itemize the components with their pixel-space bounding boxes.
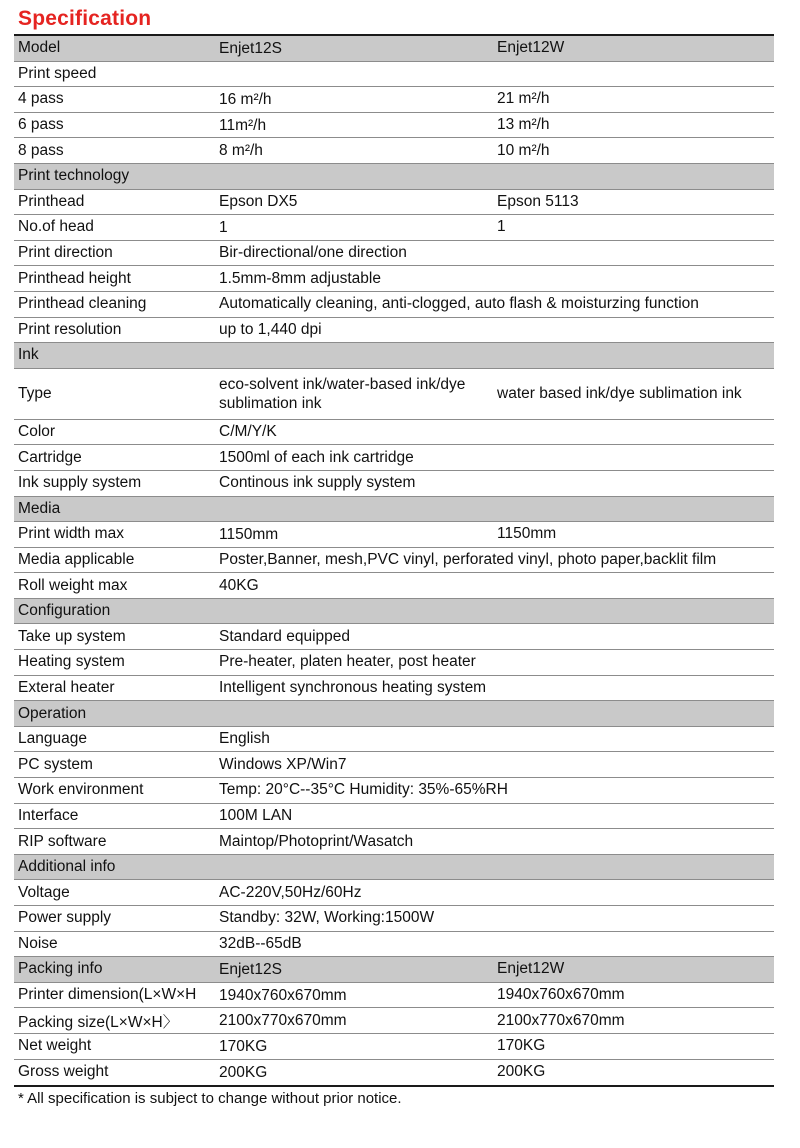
spec-value-shared: Bir-directional/one direction: [219, 244, 407, 262]
spec-label: No.of head: [18, 218, 94, 236]
disclaimer-note: * All specification is subject to change without prior notice.: [18, 1090, 402, 1107]
spec-value-shared: Maintop/Photoprint/Wasatch: [219, 832, 414, 850]
spec-label: Gross weight: [18, 1063, 109, 1081]
spec-row: [14, 190, 774, 216]
spec-value-shared: Poster,Banner, mesh,PVC vinyl, perforated vinyl, photo paper,backlit film: [219, 550, 717, 568]
spec-value-shared: Standard equipped: [219, 627, 351, 645]
spec-value-shared: Standby: 32W, Working:1500W: [219, 909, 435, 927]
spec-label: Noise: [18, 934, 58, 952]
spec-value-enjet12s: 2100x770x670mm: [219, 1012, 347, 1030]
section-header-row: [14, 343, 774, 369]
spec-row: [14, 1060, 774, 1086]
spec-label: Media applicable: [18, 550, 135, 568]
spec-value-enjet12s: 170KG: [219, 1037, 268, 1055]
section-header-row: [14, 36, 774, 62]
spec-label: Interface: [18, 806, 79, 824]
spec-label: PC system: [18, 755, 93, 773]
spec-row: [14, 727, 774, 753]
spec-row: [14, 1034, 774, 1060]
spec-label: Voltage: [18, 883, 70, 901]
spec-value-shared: 100M LAN: [219, 806, 293, 824]
spec-value-enjet12s: 1: [219, 218, 228, 236]
spec-label: Color: [18, 423, 56, 441]
spec-row: [14, 983, 774, 1009]
spec-value-shared: 1500ml of each ink cartridge: [219, 448, 414, 466]
spec-label: 4 pass: [18, 90, 64, 108]
spec-value-enjet12w: 2100x770x670mm: [497, 1011, 625, 1029]
spec-row: [14, 624, 774, 650]
section-header-row: [14, 701, 774, 727]
spec-label: Language: [18, 730, 87, 748]
section-header-row: [14, 497, 774, 523]
spec-label: Printhead cleaning: [18, 295, 147, 313]
spec-row: [14, 87, 774, 113]
spec-value-shared: Intelligent synchronous heating system: [219, 678, 487, 696]
spec-row: [14, 778, 774, 804]
spec-row: [14, 369, 774, 420]
spec-value-enjet12w: Epson 5113: [497, 192, 579, 210]
spec-value-shared: Temp: 20°C--35°C Humidity: 35%-65%RH: [219, 781, 508, 799]
spec-label: Cartridge: [18, 448, 82, 466]
spec-row: [14, 62, 774, 88]
spec-value-shared: Pre-heater, platen heater, post heater: [219, 653, 476, 671]
spec-label: Operation: [18, 704, 87, 722]
spec-value-enjet12s: 200KG: [219, 1063, 268, 1081]
spec-value-shared: Windows XP/Win7: [219, 755, 347, 773]
spec-label: Exteral heater: [18, 678, 115, 696]
spec-label: Packing info: [18, 960, 103, 978]
spec-value-enjet12s: eco-solvent ink/water-based ink/dye sublimation ink: [219, 375, 466, 412]
spec-row: [14, 445, 774, 471]
spec-row: [14, 318, 774, 344]
spec-label: Packing size(L×W×H〉: [18, 1013, 179, 1031]
spec-label: Media: [18, 499, 61, 517]
spec-value-enjet12w: Enjet12W: [497, 39, 565, 57]
spec-value-enjet12s: 1150mm: [219, 525, 279, 543]
spec-value-enjet12w: 1940x760x670mm: [497, 986, 625, 1004]
spec-label: Work environment: [18, 781, 144, 799]
spec-row: [14, 804, 774, 830]
spec-label: 6 pass: [18, 116, 64, 134]
spec-value-shared: Automatically cleaning, anti-clogged, auto flash & moisturzing function: [219, 295, 699, 313]
spec-value-enjet12w: 170KG: [497, 1037, 546, 1055]
spec-label: Type: [18, 384, 52, 402]
spec-label: Take up system: [18, 627, 126, 645]
spec-value-enjet12s: 1940x760x670mm: [219, 986, 347, 1004]
spec-row: [14, 548, 774, 574]
spec-value-shared: C/M/Y/K: [219, 423, 277, 441]
spec-row: [14, 829, 774, 855]
spec-value-shared: up to 1,440 dpi: [219, 320, 322, 338]
spec-row: [14, 113, 774, 139]
spec-table: [14, 34, 774, 1087]
spec-value-shared: 1.5mm-8mm adjustable: [219, 269, 381, 287]
spec-value-shared: 32dB--65dB: [219, 934, 302, 952]
spec-label: Print direction: [18, 244, 113, 262]
spec-label: Heating system: [18, 653, 125, 671]
section-header-row: [14, 957, 774, 983]
spec-row: [14, 752, 774, 778]
spec-value-enjet12w: 200KG: [497, 1063, 546, 1081]
spec-row: [14, 420, 774, 446]
spec-value-enjet12w: 1150mm: [497, 525, 557, 543]
spec-row: [14, 266, 774, 292]
spec-label: Configuration: [18, 602, 111, 620]
spec-label: Print width max: [18, 525, 124, 543]
spec-value-enjet12w: 21 m²/h: [497, 90, 550, 108]
spec-value-shared: AC-220V,50Hz/60Hz: [219, 883, 362, 901]
spec-row: [14, 573, 774, 599]
spec-label: Model: [18, 39, 61, 57]
spec-row: [14, 471, 774, 497]
spec-label: Additional info: [18, 858, 116, 876]
spec-label: RIP software: [18, 832, 107, 850]
spec-value-enjet12s: Enjet12S: [219, 960, 282, 978]
spec-label: Ink supply system: [18, 474, 142, 492]
spec-row: [14, 215, 774, 241]
spec-label: Print speed: [18, 64, 97, 82]
spec-label: Print resolution: [18, 320, 122, 338]
section-header-row: [14, 599, 774, 625]
spec-value-shared: 40KG: [219, 576, 259, 594]
spec-row: [14, 138, 774, 164]
spec-label: Printer dimension(L×W×H: [18, 986, 197, 1004]
spec-value-enjet12s: Epson DX5: [219, 193, 298, 211]
spec-label: Printhead height: [18, 269, 131, 287]
spec-label: Power supply: [18, 909, 112, 927]
spec-value-enjet12s: 8 m²/h: [219, 142, 263, 160]
spec-value-enjet12w: 13 m²/h: [497, 116, 550, 134]
spec-value-shared: English: [219, 730, 270, 748]
spec-value-enjet12w: 10 m²/h: [497, 141, 550, 159]
spec-value-enjet12s: 11m²/h: [219, 116, 267, 134]
spec-value-enjet12w: water based ink/dye sublimation ink: [497, 384, 742, 402]
spec-row: [14, 880, 774, 906]
spec-value-enjet12w: Enjet12W: [497, 960, 565, 978]
section-header-row: [14, 164, 774, 190]
spec-label: Roll weight max: [18, 576, 128, 594]
spec-value-shared: Continous ink supply system: [219, 474, 416, 492]
spec-row: [14, 292, 774, 318]
section-header-row: [14, 855, 774, 881]
spec-label: Printhead: [18, 192, 85, 210]
spec-row: [14, 932, 774, 958]
spec-label: Print technology: [18, 167, 130, 185]
spec-label: 8 pass: [18, 141, 64, 159]
spec-row: [14, 906, 774, 932]
spec-row: [14, 676, 774, 702]
spec-value-enjet12s: Enjet12S: [219, 39, 282, 57]
spec-row: [14, 522, 774, 548]
page-title: Specification: [18, 7, 152, 30]
spec-value-enjet12s: 16 m²/h: [219, 90, 272, 108]
spec-label: Net weight: [18, 1037, 92, 1055]
spec-label: Ink: [18, 346, 39, 364]
spec-row: [14, 650, 774, 676]
spec-value-enjet12w: 1: [497, 218, 506, 236]
spec-row: [14, 1008, 774, 1034]
spec-row: [14, 241, 774, 267]
